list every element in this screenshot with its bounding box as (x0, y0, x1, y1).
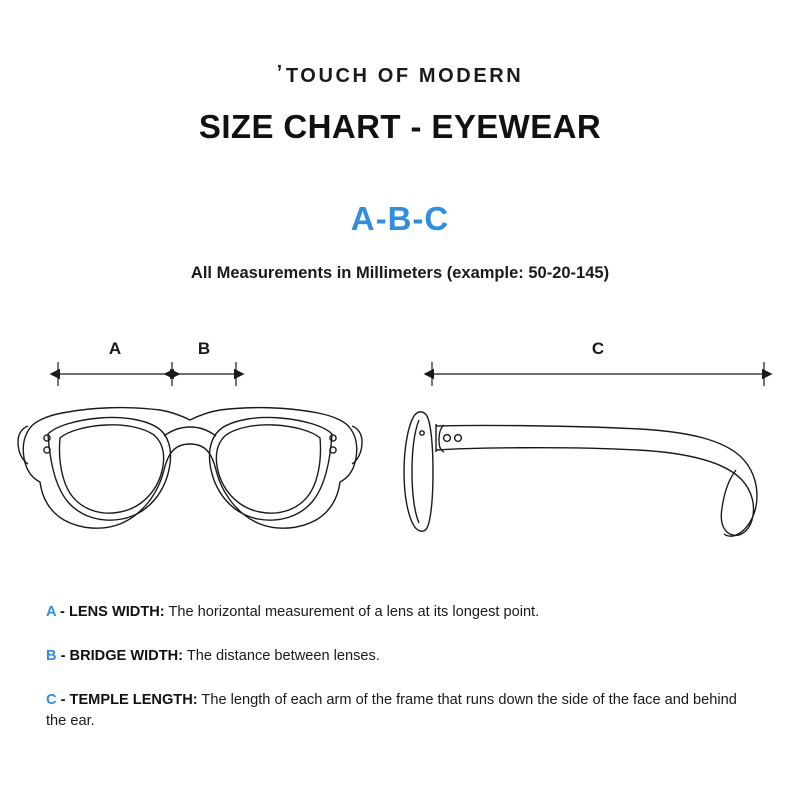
legend-dash-b: - (56, 648, 70, 665)
brand-tick-mark: ʼ (276, 62, 285, 84)
legend-desc-temple-length: The length of each arm of the frame that runs down the side of the face and behind the ear. (46, 692, 737, 730)
legend-item-temple-length (46, 690, 760, 732)
legend-dash-a: - (56, 604, 69, 620)
dimension-label-c: C (591, 339, 605, 358)
page-title: SIZE CHART - EYEWEAR (198, 108, 602, 145)
legend-dash-c: - (56, 692, 70, 709)
abc-heading: A-B-C (350, 200, 450, 237)
measurement-units-note: All Measurements in Millimeters (example: 50-20-145) (190, 264, 610, 282)
legend-key-a: A (46, 604, 56, 620)
legend-desc-bridge-width: The distance between lenses. (183, 648, 380, 665)
dimension-label-b: B (197, 339, 211, 358)
legend-desc-lens-width: The horizontal measurement of a lens at its longest point. (164, 604, 540, 620)
legend (46, 602, 760, 756)
eyewear-diagram (0, 330, 800, 560)
legend-term-temple-length: TEMPLE LENGTH: (69, 692, 198, 709)
brand-name: TOUCH OF MODERN (285, 65, 524, 87)
legend-item-lens-width (46, 602, 760, 623)
legend-term-lens-width: LENS WIDTH: (68, 604, 165, 620)
legend-key-b: B (46, 648, 57, 665)
brand-title (0, 62, 800, 88)
dimension-label-a: A (108, 339, 122, 358)
legend-key-c: C (46, 692, 57, 709)
legend-item-bridge-width (46, 646, 760, 667)
legend-term-bridge-width: BRIDGE WIDTH: (69, 648, 184, 665)
